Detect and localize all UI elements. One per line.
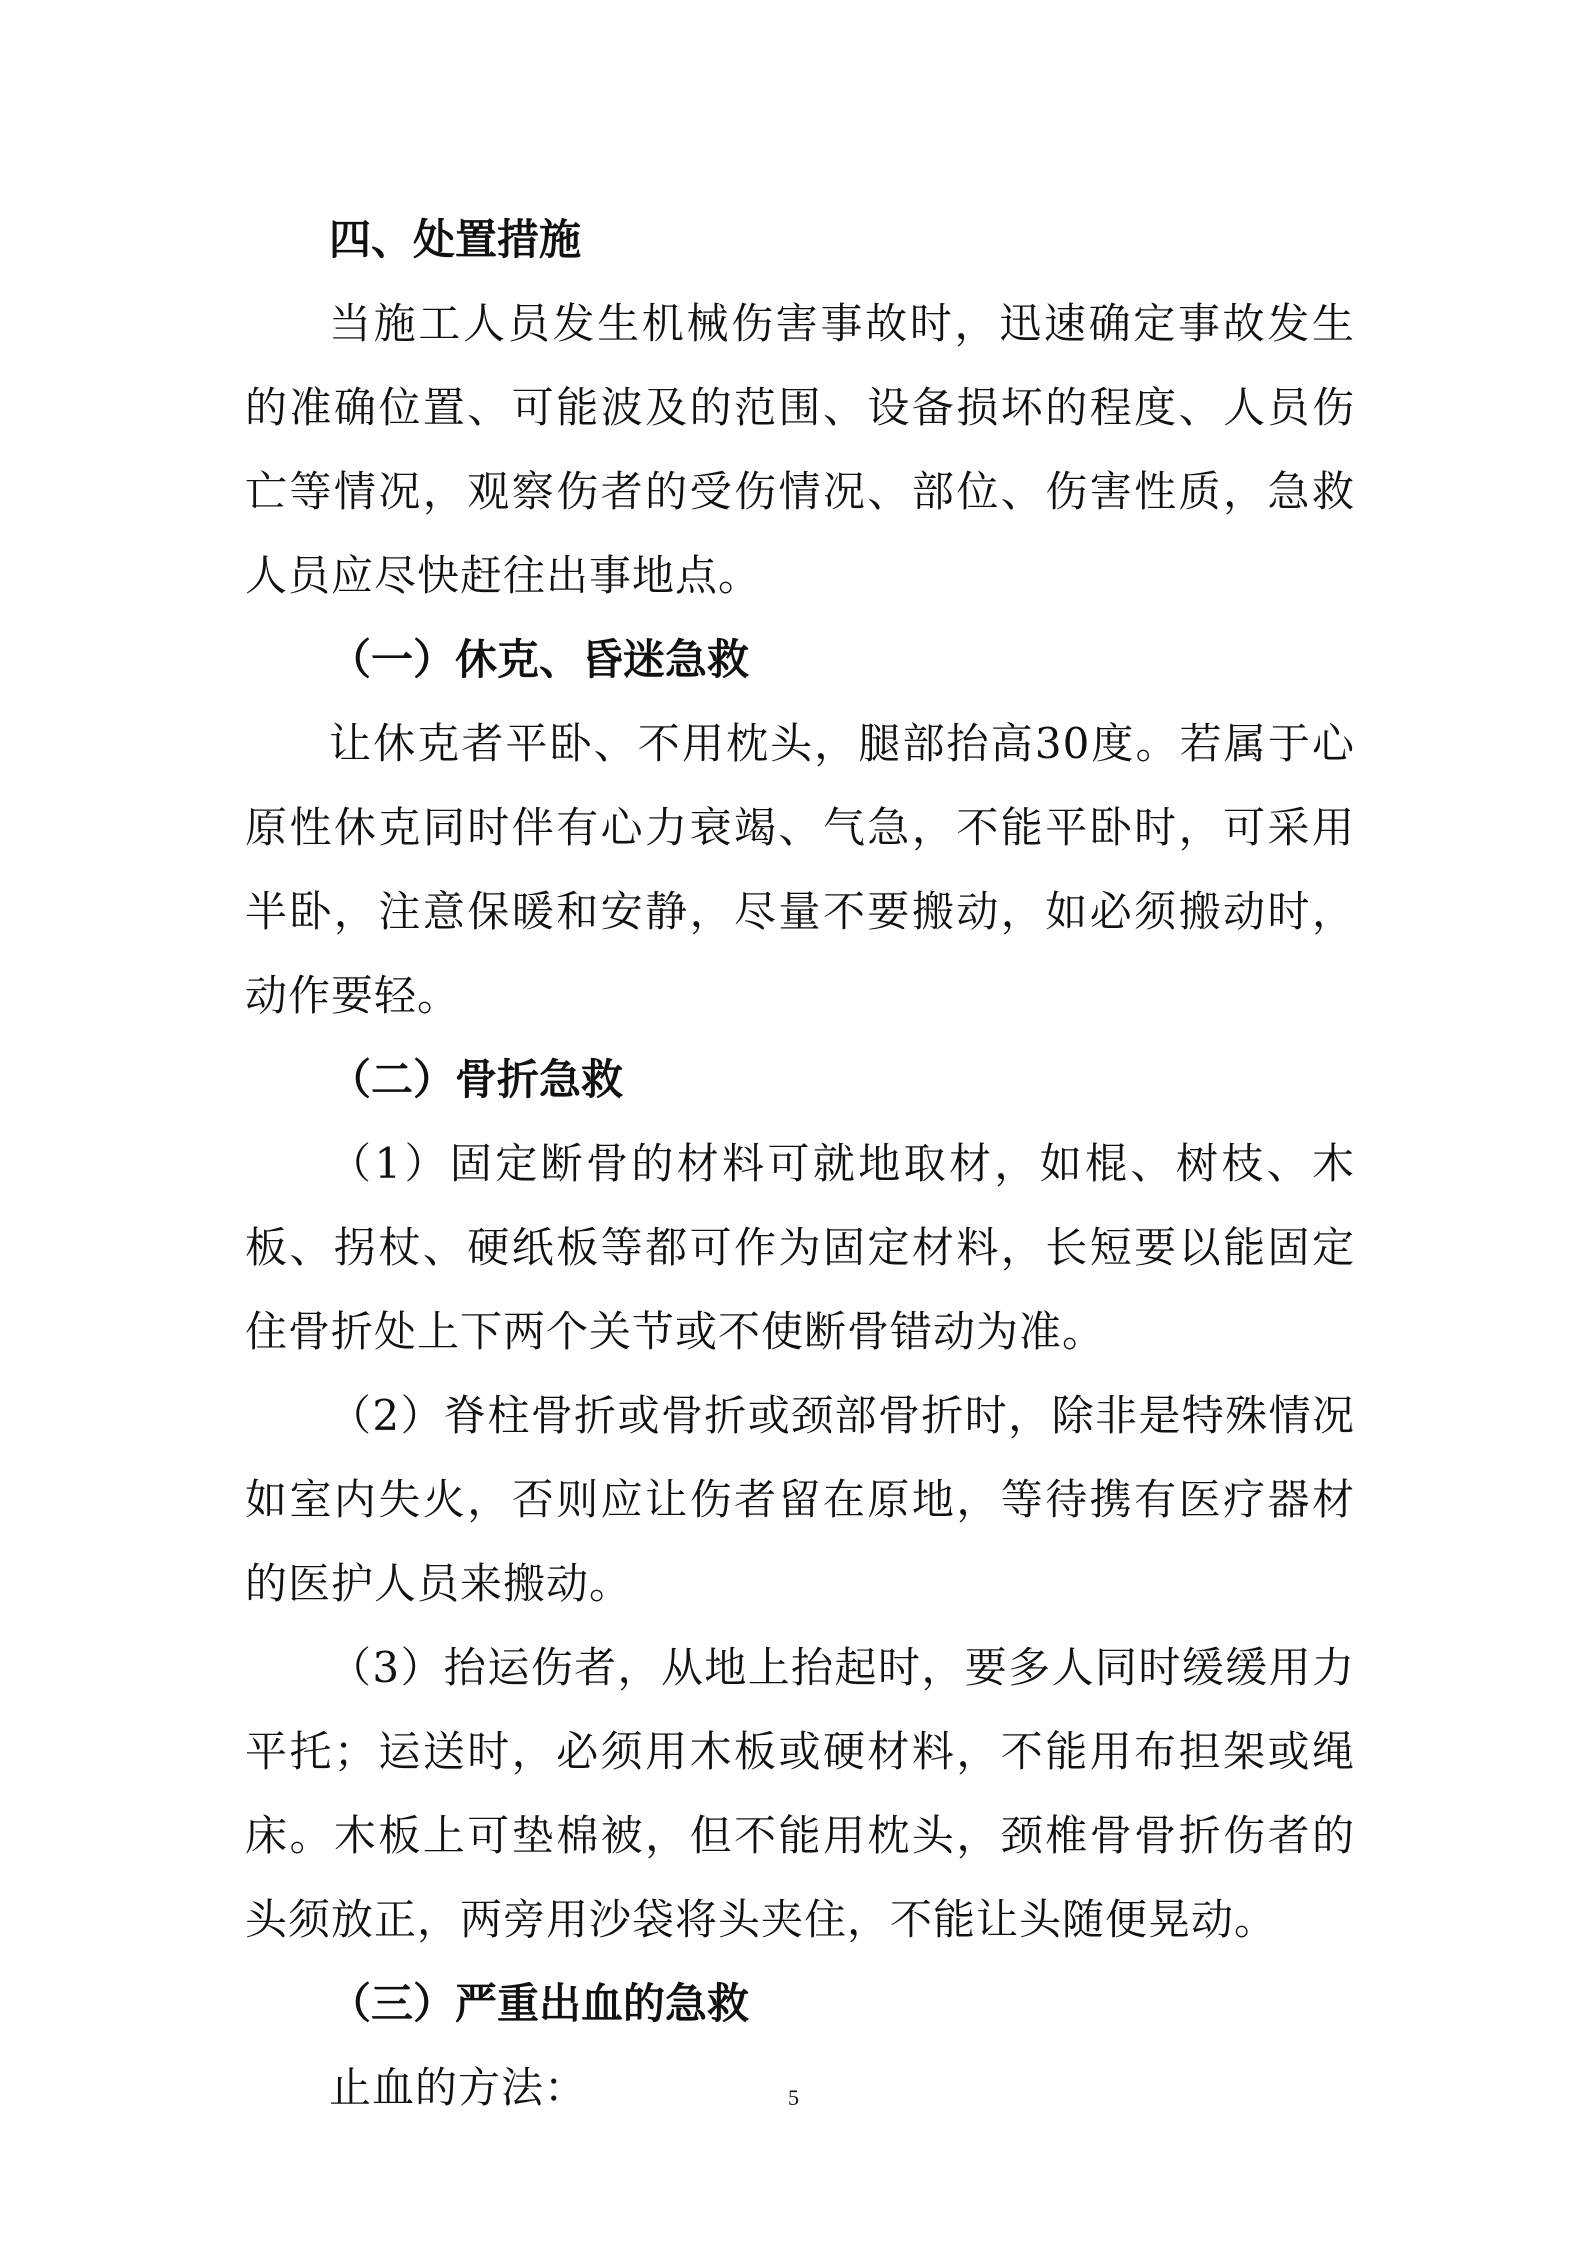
fracture-subheading: （二）骨折急救 (329, 1055, 624, 1104)
bleeding-paragraph: 止血的方法： (329, 2063, 588, 2112)
fracture-item-3: （3）抬运伤者，从地上抬起时，要多人同时缓缓用力平托；运送时，必须用木板或硬材料，不能用布担架或绳床。木板上可垫棉被，但不能用枕头，颈椎骨骨折伤者的头须放正，两旁用沙袋将头夹住，不能让头随便晃动。 (245, 1643, 1355, 1944)
bleeding-subheading: （三）严重出血的急救 (329, 1979, 750, 2028)
shock-paragraph: 让休克者平卧、不用枕头，腿部抬高30度。若属于心原性休克同时伴有心力衰竭、气急，不能平卧时，可采用半卧，注意保暖和安静，尽量不要搬动，如必须搬动时，动作要轻。 (245, 719, 1355, 1020)
section-intro-paragraph: 当施工人员发生机械伤害事故时，迅速确定事故发生的准确位置、可能波及的范围、设备损坏的程度、人员伤亡等情况，观察伤者的受伤情况、部位、伤害性质，急救人员应尽快赶往出事地点。 (245, 299, 1355, 600)
fracture-item-1: （1）固定断骨的材料可就地取材，如棍、树枝、木板、拐杖、硬纸板等都可作为固定材料，长短要以能固定住骨折处上下两个关节或不使断骨错动为准。 (245, 1139, 1355, 1356)
page-content (245, 198, 1355, 2130)
page-number: 5 (788, 2085, 799, 2110)
section-heading: 四、处置措施 (329, 215, 582, 264)
shock-subheading: （一）休克、昏迷急救 (329, 635, 750, 684)
fracture-item-2: （2）脊柱骨折或骨折或颈部骨折时，除非是特殊情况如室内失火，否则应让伤者留在原地，等待携有医疗器材的医护人员来搬动。 (245, 1391, 1355, 1608)
